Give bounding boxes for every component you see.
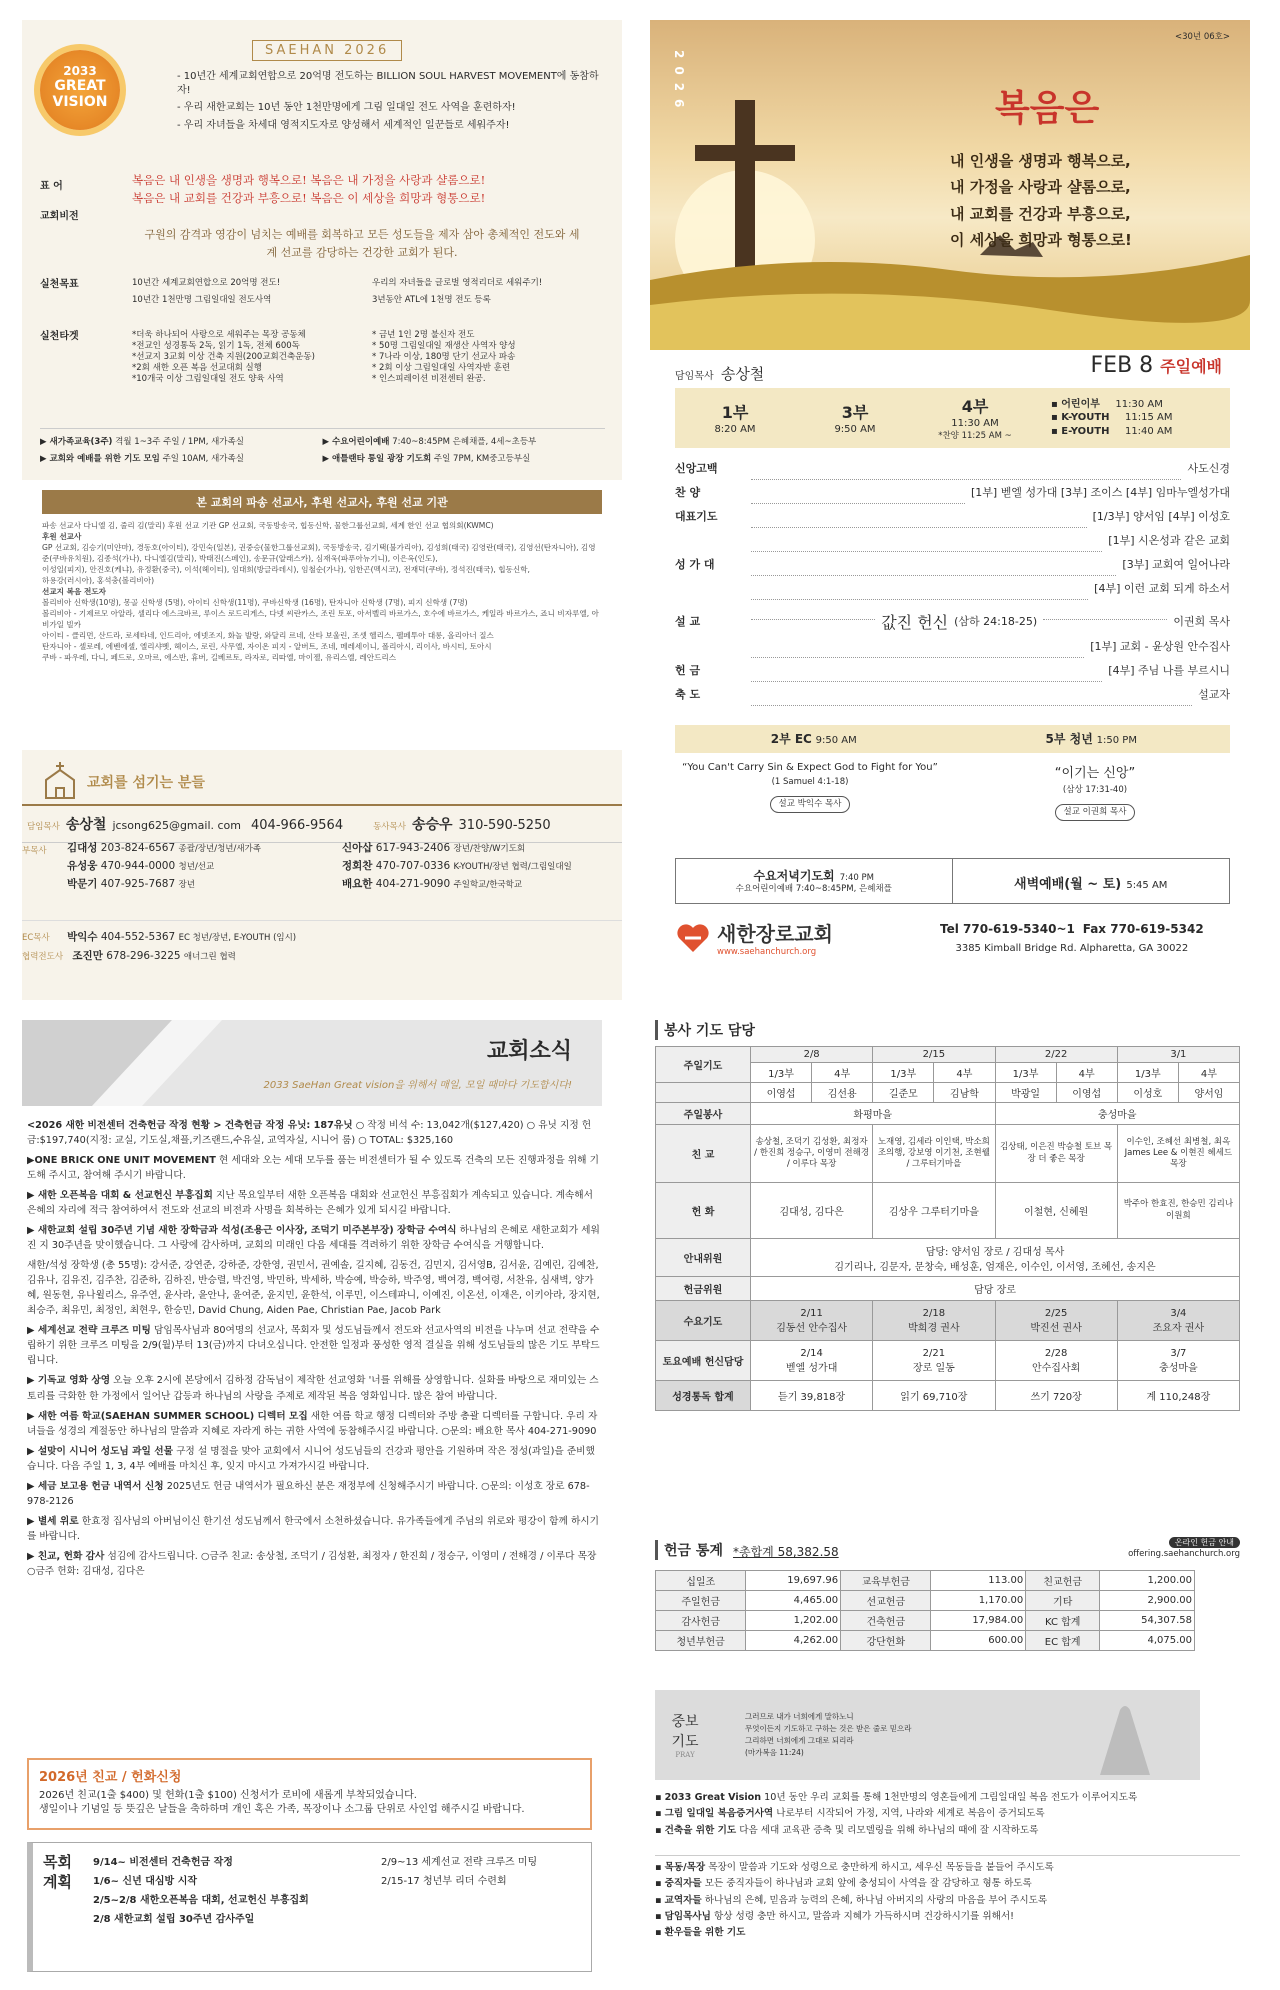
ministry-plan: 목회 계획 9/14~ 비전센터 건축헌금 작정 1/6~ 신년 대심방 시작 2/5~2/8 새한오픈복음 대회, 선교헌신 부흥집회 2/8 새한교회 설립 30주년 감사주일 2/9~13 세계선교 전략 크루즈 미팅 2/15-17 청년부 리더 수련회 bbox=[27, 1842, 592, 1972]
order-of-worship: 신앙고백 사도신경 찬 양 [1부] 벧엘 성가대 [3부] 조이스 [4부] 임마누엘성가대 대표기도 [1/3부] 양서임 [4부] 이성호 [1부] 시온성과 같은 교회 성 가 대 [3부] 교회여 일어나라 [4부] 이런 교회 되게 하소서 설 교 값진 헌신 (삼하 24:18-25) 이권희 목사 [1부] 교회 - 윤상원 안수집사 헌 금 [4부] 주님 나를 부르시니 축 도 설교자 bbox=[675, 460, 1230, 710]
church-vision: 구원의 감격과 영감이 넘치는 예배를 회복하고 모든 성도들을 제자 삼아 총체적인 전도와 세계 선교를 감당하는 건강한 교회가 된다. bbox=[144, 228, 580, 259]
prayer-list-2: ▪ 목동/목장 목장이 말씀과 기도와 성령으로 충만하게 하시고, 세우신 목동들을 붙들어 주시도록 ▪ 중직자들 모든 중직자들이 하나님과 교회 앞에 충성되이 사역을 잘 감당하고 형통 하도록 ▪ 교역자들 하나님의 은혜, 믿음과 능력의 은혜, 하나님 아버지의 사랑의 마음을 부어 주시도록 ▪ 담임목사님 항상 성령 충만 하시고, 말씀과 지혜가 가득하시며 건강하시기를 위해서! ▪ 환우들을 위한 기도 bbox=[655, 1855, 1240, 1941]
vision-item: - 우리 새한교회는 10년 동안 1천만명에게 그림 일대일 전도 사역을 훈련하자! bbox=[177, 102, 516, 113]
goal-label: 실천목표 bbox=[40, 279, 79, 290]
church-vision-label: 교회비전 bbox=[40, 211, 79, 222]
ec-youth-bar: 2부 EC 9:50 AM 5부 청년 1:50 PM bbox=[675, 725, 1230, 753]
news-panel bbox=[22, 1010, 622, 1990]
pastor-line: 담임목사 송상철 bbox=[675, 365, 765, 383]
motto-label: 표 어 bbox=[40, 181, 63, 192]
apply-box: 2026년 친교 / 헌화신청 2026년 친교(1출 $400) 및 헌화(1출 $100) 신청서가 로비에 새롭게 부착되었습니다. 생일이나 기념일 등 뜻깊은 날들을 축하하며 개인 혹은 가족, 목장이나 소그룹 단위로 사인업 해주시길 바랍니다. bbox=[27, 1758, 592, 1830]
duty-title: 봉사 기도 담당 bbox=[655, 1020, 755, 1040]
prayer-banner: 중보 기도 PRAY 그러므로 내가 너희에게 말하노니 무엇이든지 기도하고 구하는 것은 받은 줄로 믿으라 그리하면 너희에게 그대로 되리라 (마가복음 11:24) bbox=[655, 1690, 1200, 1780]
service-date: FEB 8 주일예배 bbox=[1090, 353, 1222, 378]
motto: 복음은 내 인생을 생명과 행복으로! 복음은 내 가정을 사랑과 샬롬으로! 복음은 내 교회를 건강과 부흥으로! 복음은 이 세상을 희망과 형통으로! bbox=[132, 173, 486, 205]
issue-number: <30년 06호> bbox=[1174, 32, 1230, 42]
weekday-services: 수요저녁기도회 7:40 PM 수요어린이예배 7:40~8:45PM, 은혜채플 새벽예배(월 ~ 토) 5:45 AM bbox=[675, 858, 1230, 904]
ec-sermon: “You Can't Carry Sin & Expect God to Fight for You” (1 Samuel 4:1-18) 설교 박익수 목사 bbox=[665, 762, 955, 813]
vision-panel: 2033 GREAT VISION SAEHAN 2026 - 10년간 세계교회연합으로 20억명 전도하는 BILLION SOUL HARVEST MOVEMENT에 동참하자! - 우리 새한교회는 10년 동안 1천만명에게 그림 일대일 전도 사역을 훈련하자! - 우리 자녀들을 차세대 영적지도자로 양성해서 세계적인 일꾼들로 세워주자! 표 어 복음은 내 인생을 생명과 행복으로! 복음은 내 가정을 사랑과 샬롬으로! 복음은 내 교회를 건강과 부흥으로! 복음은 이 세상을 희망과 형통으로! 교회비전 구원의 감격과 영감이 넘치는 예배를 회복하고 모든 성도들을 제자 삼아 총체적인 전도와 세계 선교를 감당하는 건강한 교회가 된다. 실천목표 10년간 세계교회연합으로 20억명 전도! 우리의 자녀들을 글로벌 영적리더로 세워주기! 10년간 1천만명 그림일대일 전도사역 3년동안 ATL에 1천명 전도 등록 실천타겟 *더욱 하나되어 사랑으로 세워주는 목장 공동체 *전교인 성경통독 2독, 읽기 1독, 전체 600독 *선교지 3교회 이상 건축 지원(200교회건축운동) *2회 새한 오픈 복음 선교대회 실행 *10개국 이상 그림일대일 전도 양육 사역 * 금년 1인 2명 불신자 전도 * 50명 그림일대일 재생산 사역자 양성 * 7나라 이상, 180명 단기 선교사 파송 * 2회 이상 그림일대일 사역자반 훈련 * 인스피레이션 비전센터 완공. ▶ 새가족교육(3주) 격월 1~3주 주일 / 1PM, 새가족실 ▶ 수요어린이예배 7:40~8:45PM 은혜채플, 4세~초등부 ▶ 교회와 예배를 위한 기도 모임 주일 10AM, 새가족실 ▶ 애틀랜타 통일 광장 기도회 주일 7PM, KM중고등부실 본 교회의 파송 선교사, 후원 선교사, 후원 선교 기관 파송 선교사 다니엘 김, 줄리 김(말리) 후원 선교 기관 GP 선교회, 국동방송국, 힙동신학, 물한그룹선교회, 세계 한인 선교 협의회(KWMC) 후원 선교사 GP 선교회, 김승기(미얀마), 경동호(아이티), 강민숙(일본), 권중승(물한그룹선교회), 국동방송국, 김기택(불가리아), 김성희(태국) 김영란(태국), 김영선(탄자니아), 김영준(쿠바유치원), 김종석(가나), 다니엘김(말리), 박태진(스페인), 송문규(알래스카), 심재욱(파푸아뉴기니), 이은옥(인도), 이성일(피지), 안진호(케냐), 유정환(중국), 이석(헤이티), 임대희(방글라데시), 임철순(가나), 임한곤(멕시코), 전재덕(쿠바), 정석진(태국), 힙동신학, 하용강(러시아), 홍석충(볼리비아) 선교지 복음 전도자 볼리비아 신학생(10명), 몽골 신학생 (5명), 아이티 신학생(11명), 쿠바신학생 (16명), 탄자니아 신학생 (7명), 피지 신학생 (7명) 볼리비아 - 기제르모 아알라, 셀리다 에스크바르, 루이스 로드리게스, 다넷 씨란카스, 조린 토포, 아서벨리 바르가스, 호수에 바르가스, 케일라 바르가스, 죠니 비자루엘, 아비가일 빌카 아이티 - 클리먼, 산드라, 로세타네, 인드리아, 에넷조지, 화놀 발랑, 와달리 르네, 산타 보울린, 조셋 헬리스, 펠페투아 대롱, 올리아너 질스 탄자니아 - 셀로레, 에벤에셀, 엘리샤벳, 헤이스, 로린, 사무엘, 자이온 피지 - 알버트, 조네, 메레세이니, 폴리아시, 리이사, 바시티, 토아시 쿠바 - 파우레, 다니, 페드로, 오마르, 에스반, 휴버, 길베르토, 라자로, 리따엘, 마이젤, 유리스엘, 레안드리스 교회를 섬기는 분들 담임목사 송상철 jcsong625@gmail. com 404-966-9564 동사목사 송승우 310-590-5250 부목사 김대성 203-824-6567 종괄/장년/청년/새가족 신아삽 617-943-2406 장년/찬양/W기도회 유성웅 470-944-0000 청년/선교 정회찬 470-707-0336 K-YOUTH/장년 협력/그림일대일 박문기 407-925-7687 장년 배요한 404-271-9090 주일학교/한국학교 EC목사 박익수 404-552-5367 EC 청년/장년, E-YOUTH (임시) 협력전도사 조진만 678-296-3225 애너그린 협력 bbox=[22, 20, 622, 1000]
saehan-header: SAEHAN 2026 bbox=[252, 40, 402, 61]
vision-item: - 우리 자녀들을 차세대 영적지도자로 양성해서 세계적인 일꾼들로 세워주자! bbox=[177, 119, 510, 131]
great-vision-badge: 2033 GREAT VISION bbox=[40, 50, 120, 130]
church-logo: 새한장로교회 www.saehanchurch.org bbox=[675, 918, 833, 958]
online-offering-link[interactable]: offering.saehanchurch.org bbox=[1128, 1549, 1240, 1559]
duty-table: 주일기도 2/8 2/15 2/22 3/1 1/3부 4부 1/3부 4부 1/3부 4부 1/3부 4부 이영섭 김선용 길준모 김남학 박광일 이영섭 이성호 양서임 주일봉사 화평마을 충성마을 친 교 송상철, 조덕기 김성환, 최정자 / 한진희 정승구, 이영미 전해경 / 이루다 목장 노재영, 김세라 이인택, 박소희 조의행, 강보영 이기천, 조현웰 / 그루터기마을 김상태, 이은진 박승철 토브 목장 더 좋은 목장 이수인, 조혜선 최병철, 최옥 James Lee & 이현진 헤세드 목장 헌 화 김대성, 김다은 김상우 그루터기마을 이철현, 신혜원 박주아 한효진, 한승민 김리나 이원희 안내위원 담당: 양서임 장로 / 김대성 목사 김기리나, 김문자, 문창숙, 배성훈, 엄재은, 이수인, 이서영, 조혜선, 송지은 헌금위원 담당 장로 수요기도 2/11 김동선 안수집사 2/18 박희경 권사 2/25 박진선 권사 3/4 조요자 권사 토요예배 헌신담당 2/14 벧엘 성가대 2/21 장로 일동 2/28 안수집사회 3/7 충성마을 성경통독 합계 듣기 39,818장 읽기 69,710장 쓰기 720장 계 110,248장 bbox=[655, 1046, 1240, 1411]
service-times: 1부 8:20 AM 3부 9:50 AM 4부 11:30 AM *찬양 11:25 AM ~ ▪ 어린이부 11:30 AM ▪ K-YOUTH 11:15 AM ▪ E-YOUTH 11:40 AM bbox=[675, 388, 1230, 448]
headline-lines: 내 인생을 생명과 행복으로, 내 가정을 사랑과 샬롬으로, 내 교회를 건강과 부흥으로, 이 세상을 희망과 형통으로! bbox=[950, 152, 1132, 249]
news-banner bbox=[22, 1020, 602, 1106]
service-panel bbox=[650, 1010, 1250, 1990]
worship-panel bbox=[650, 20, 1250, 1000]
notice-grid: ▶ 새가족교육(3주) 격월 1~3주 주일 / 1PM, 새가족실 ▶ 수요어린이예배 7:40~8:45PM 은혜채플, 4세~초등부 ▶ 교회와 예배를 위한 기도 모임 주일 10AM, 새가족실 ▶ 애틀랜타 통일 광장 기도회 주일 7PM, KM중고등부실 bbox=[40, 428, 605, 465]
youth-sermon: “이기는 신앙” (삼상 17:31-40) 설교 이권희 목사 bbox=[950, 762, 1240, 821]
stats-table: 십일조 19,697.96 교육부헌금 113.00 친교헌금 1,200.00 주일헌금 4,465.00 선교헌금 1,170.00 기타 2,900.00 감사헌금 1,202.00 건축헌금 17,984.00 KC 합계 54,307.58 청년부헌금 4,262.00 강단헌화 600.00 EC 합계 4,075.00 bbox=[655, 1570, 1195, 1651]
news-list: <2026 새한 비전센터 건축헌금 작정 현황 > 건축헌금 작정 유닛: 187유닛 ○ 작정 비석 수: 13,042개($127,420) ○ 유닛 지정 헌금:$197,740(지정: 교실, 기도실,채플,키즈랜드,수유실, 교역자실, 시니어 룸) ○ TOTAL: $325,160 ▶ONE BRICK ONE UNIT MOVEMENT 현 세대와 오는 세대 모두를 품는 비전센터가 될 수 있도록 건축의 모든 진행과정을 위해 기도해 주시고, 참여해 주시기 바랍니다. ▶ 새한 오픈복음 대회 & 선교헌신 부흥집회 지난 목요일부터 새한 오픈복음 대회와 선교헌신 부흥집회가 계속되고 있습니다. 계속해서 은혜의 자리에 적극 참여하여서 전도와 선교의 비전과 사명을 회복하는 은혜가 있게 되시길 바랍니다. ▶ 새한교회 설립 30주년 기념 새한 장학금과 석성(조용근 이사장, 조덕기 미주본부장) 장학금 수여식 하나님의 은혜로 새한교회가 세워진 지 30주년을 맞이했습니다. 그 사랑에 감사하며, 교회의 미래인 다음 세대를 격려하기 위한 장학금 수여식을 거행합니다. 새한/석성 장학생 (총 55명): 강서준, 강연준, 강하준, 강한영, 권민서, 권예솔, 길지혜, 김동건, 김민지, 김서영B, 김서윤, 김예린, 김예찬, 김유나, 김유진, 김주찬, 김준하, 김하진, 반승렬, 박건영, 박민하, 박세하, 박승예, 박승하, 박주영, 백여경, 백여령, 서찬유, 심새벽, 양가혜, 원동현, 유나윌리스, 유주연, 윤사라, 윤안나, 윤여준, 윤지민, 윤한석, 이루민, 이스테파니, 이예진, 이온선, 이재은, 이키아라, 장지현, 최승주, 최유민, 최정인, 최현우, 한승민, David Chung, Aiden Pae, Christian Pae, Jacob Park ▶ 세계선교 전략 크루즈 미팅 담임목사님과 80여명의 선교사, 목회자 및 성도님들께서 전도와 선교사역의 비전을 나누며 선교 전략을 수립하기 위한 크루즈 미팅을 2/9(월)부터 13(금)까지 다녀오십니다. 안전한 일정과 풍성한 영적 결실을 위해 성도님들의 많은 기도 부탁드립니다. ▶ 기독교 영화 상영 오늘 오후 2시에 본당에서 김하정 감독님이 제작한 선교영화 '너를 위해를 상영합니다. 실화를 바탕으로 재미있는 스토리를 극화한 한 가정에서 일어난 갑등과 하나님의 사랑을 주제로 제작된 복음 영화입니다. 많은 참여 바랍니다. ▶ 새한 여름 학교(SAEHAN SUMMER SCHOOL) 디렉터 모집 새한 여름 학교 행정 디렉터와 주방 총괄 디렉터를 구합니다. 우리 자녀들을 성경의 계절동안 하나님의 말씀과 지혜로 자라게 하는 귀한 사역에 동참해주시길 바랍니다. ○문의: 배요한 목사 404-271-9090 ▶ 설맞이 시니어 성도님 과일 선물 구정 설 명절을 맞아 교회에서 시니어 성도님들의 건강과 평안을 기원하며 작은 정성(과일)을 준비했습니다. 다음 주일 1, 3, 4부 예배를 마치신 후, 잊지 마시고 가져가시길 바랍니다. ▶ 세금 보고용 헌금 내역서 신청 2025년도 헌금 내역서가 필요하신 분은 재정부에 신청해주시기 바랍니다. ○문의: 이성호 장로 678-978-2126 ▶ 별세 위로 한효정 집사님의 아버님이신 한기선 성도님께서 한국에서 소천하셨습니다. 유가족들에게 주님의 위로와 평강이 함께 하시기를 바랍니다. ▶ 친교, 헌화 감사 섬김에 감사드립니다. ○금주 친교: 송상철, 조덕기 / 김성환, 최정자 / 한진희 / 정승구, 이영미 / 전해경 / 이루다 목장 ○금주 헌화: 김대성, 김다은 bbox=[27, 1120, 600, 1577]
praying-hands-icon bbox=[1040, 1690, 1200, 1780]
missionary-title: 본 교회의 파송 선교사, 후원 선교사, 후원 선교 기관 bbox=[42, 490, 602, 514]
ec-row: EC목사 박익수 404-552-5367 EC 청년/장년, E-YOUTH (임시) bbox=[22, 920, 622, 944]
news-title: 교회소식 bbox=[486, 1039, 572, 1064]
pastor-row: 담임목사 송상철 jcsong625@gmail. com 404-966-9564 동사목사 송승우 310-590-5250 bbox=[22, 804, 622, 843]
assistant-pastors: 김대성 203-824-6567 종괄/장년/청년/새가족 신아삽 617-943-2406 장년/찬양/W기도회 유성웅 470-944-0000 청년/선교 정회찬 470-707-0336 K-YOUTH/장년 협력/그림일대일 박문기 407-925-7687 장년 배요한 404-271-9090 주일학교/한국학교 bbox=[67, 842, 572, 891]
headline: 복음은 bbox=[995, 87, 1100, 129]
missionary-section: 본 교회의 파송 선교사, 후원 선교사, 후원 선교 기관 파송 선교사 다니엘 김, 줄리 김(말리) 후원 선교 기관 GP 선교회, 국동방송국, 힙동신학, 물한그룹선교회, 세계 한인 선교 협의회(KWMC) 후원 선교사 GP 선교회, 김승기(미얀마), 경동호(아이티), 강민숙(일본), 권중승(물한그룹선교회), 국동방송국, 김기택(불가리아), 김성희(태국) 김영란(태국), 김영선(탄자니아), 김영준(쿠바유치원), 김종석(가나), 다니엘김(말리), 박태진(스페인), 송문규(알래스카), 심재욱(파푸아뉴기니), 이은옥(인도), 이성일(피지), 안진호(케냐), 유정환(중국), 이석(헤이티), 임대희(방글라데시), 임철순(가나), 임한곤(멕시코), 전재덕(쿠바), 정석진(태국), 힙동신학, 하용강(러시아), 홍석충(볼리비아) 선교지 복음 전도자 볼리비아 신학생(10명), 몽골 신학생 (5명), 아이티 신학생(11명), 쿠바신학생 (16명), 탄자니아 신학생 (7명), 피지 신학생 (7명) 볼리비아 - 기제르모 아알라, 셀리다 에스크바르, 루이스 로드리게스, 다넷 씨란카스, 조린 토포, 아서벨리 바르가스, 호수에 바르가스, 케일라 바르가스, 죠니 비자루엘, 아비가일 빌카 아이티 - 클리먼, 산드라, 로세타네, 인드리아, 에넷조지, 화놀 발랑, 와달리 르네, 산타 보울린, 조셋 헬리스, 펠페투아 대롱, 올리아너 질스 탄자니아 - 셀로레, 에벤에셀, 엘리샤벳, 헤이스, 로린, 사무엘, 자이온 피지 - 알버트, 조네, 메레세이니, 폴리아시, 리이사, 바시티, 토아시 쿠바 - 파우레, 다니, 페드로, 오마르, 에스반, 휴버, 길베르토, 라자로, 리따엘, 마이젤, 유리스엘, 레안드리스 bbox=[22, 480, 622, 750]
goals: 10년간 세계교회연합으로 20억명 전도! 우리의 자녀들을 글로벌 영적리더로 세워주기! 10년간 1천만명 그림일대일 전도사역 3년동안 ATL에 1천명 전도 등록 bbox=[132, 278, 543, 306]
year-vertical: 2026 bbox=[672, 50, 686, 116]
vision-item: - 10년간 세계교회연합으로 20억명 전도하는 BILLION SOUL HARVEST MOVEMENT에 동참하자! bbox=[177, 71, 599, 96]
targets: *더욱 하나되어 사랑으로 세워주는 목장 공동체 *전교인 성경통독 2독, 읽기 1독, 전체 600독 *선교지 3교회 이상 건축 지원(200교회건축운동) *2회 새한 오픈 복음 선교대회 실행 *10개국 이상 그림일대일 전도 양육 사역 * 금년 1인 2명 불신자 전도 * 50명 그림일대일 재생산 사역자 양성 * 7나라 이상, 180명 단기 선교사 파송 * 2회 이상 그림일대일 사역자반 훈련 * 인스피레이션 비전센터 완공. bbox=[132, 330, 516, 385]
serve-title: 교회를 섬기는 분들 bbox=[87, 775, 205, 791]
stats-header: 헌금 통계 *총합계 58,382.58 온라인 헌금 안내 offering.saehanchurch.org bbox=[655, 1530, 1240, 1560]
online-offering-badge[interactable]: 온라인 헌금 안내 bbox=[1169, 1537, 1240, 1548]
coop-row: 협력전도사 조진만 678-296-3225 애너그린 협력 bbox=[22, 950, 236, 962]
church-icon bbox=[42, 760, 78, 800]
contact-info: Tel 770-619-5340~1 Fax 770-619-5342 3385 Kimball Bridge Rd. Alpharetta, GA 30022 bbox=[940, 922, 1204, 954]
vision-list bbox=[177, 70, 607, 132]
prayer-list-1: ▪ 2033 Great Vision 10년 동안 우리 교회를 통해 1천만명의 영혼들에게 그림일대일 복음 전도가 이루어지도록 ▪ 그림 일대일 복음증거사역 나로부터 시작되어 가정, 지역, 나라와 세계로 복음이 증거되도록 ▪ 건축을 위한 기도 다음 세대 교육관 증축 및 리모델링을 위해 하나님의 때에 잘 시작하도록 bbox=[655, 1792, 1138, 1836]
news-subtitle: 2033 SaeHan Great vision을 위해서 매일, 모일 때마다 기도합시다! bbox=[263, 1080, 572, 1091]
heart-logo-icon bbox=[675, 922, 711, 954]
target-label: 실천타겟 bbox=[40, 331, 79, 342]
